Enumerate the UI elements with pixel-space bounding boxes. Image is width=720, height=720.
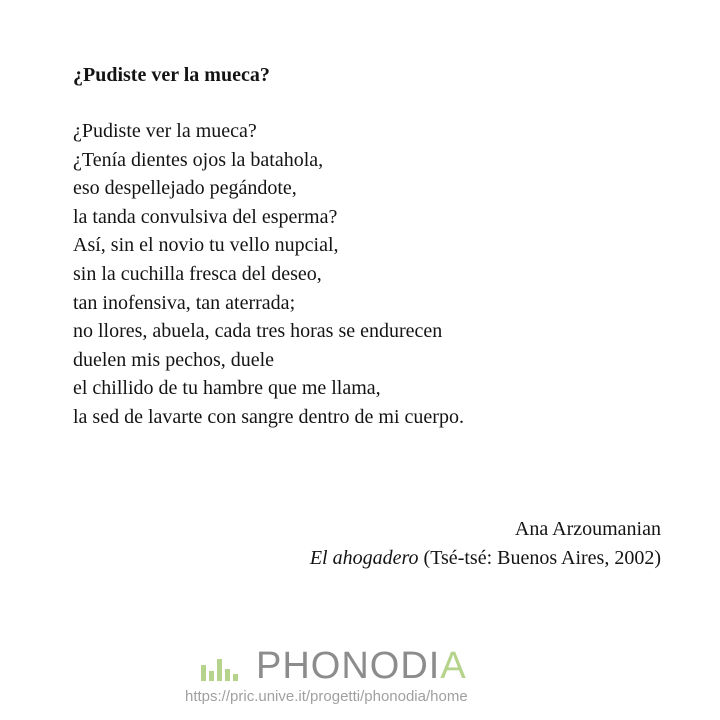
source-citation (310, 544, 661, 573)
attribution (310, 515, 661, 573)
poem-body (73, 117, 464, 432)
watermark-url[interactable]: https://pric.unive.it/progetti/phonodia/home (185, 688, 468, 705)
poem-line: sin la cuchilla fresca del deseo, (73, 262, 322, 285)
poem-line: Así, sin el novio tu vello nupcial, (73, 234, 339, 257)
book-title: El ahogadero (309, 547, 419, 569)
poem-line: la sed de lavarte con sangre dentro de mi cuerpo. (73, 405, 464, 428)
poem-line: eso despellejado pegándote, (73, 177, 297, 200)
logo-text (256, 646, 467, 686)
logo-text-accent: A (440, 645, 467, 687)
poem-line: duelen mis pechos, duele (73, 348, 275, 371)
bar-chart-logo-icon (200, 651, 244, 681)
poem-line: ¿Pudiste ver la mueca? (73, 120, 257, 142)
poem-line: el chillido de tu hambre que me llama, (73, 377, 381, 400)
author-name: Ana Arzoumanian (514, 518, 661, 540)
publication-details: (Tsé-tsé: Buenos Aires, 2002) (418, 547, 661, 569)
poem-line: no llores, abuela, cada tres horas se endurecen (73, 320, 443, 343)
poem-line: tan inofensiva, tan aterrada; (73, 291, 296, 314)
poem-line: la tanda convulsiva del esperma? (73, 205, 338, 228)
logo-text-main: PHONODI (256, 645, 441, 687)
poem-line: ¿Tenía dientes ojos la batahola, (73, 148, 324, 171)
poem-title: ¿Pudiste ver la mueca? (73, 64, 270, 86)
phonodia-watermark (200, 646, 530, 686)
